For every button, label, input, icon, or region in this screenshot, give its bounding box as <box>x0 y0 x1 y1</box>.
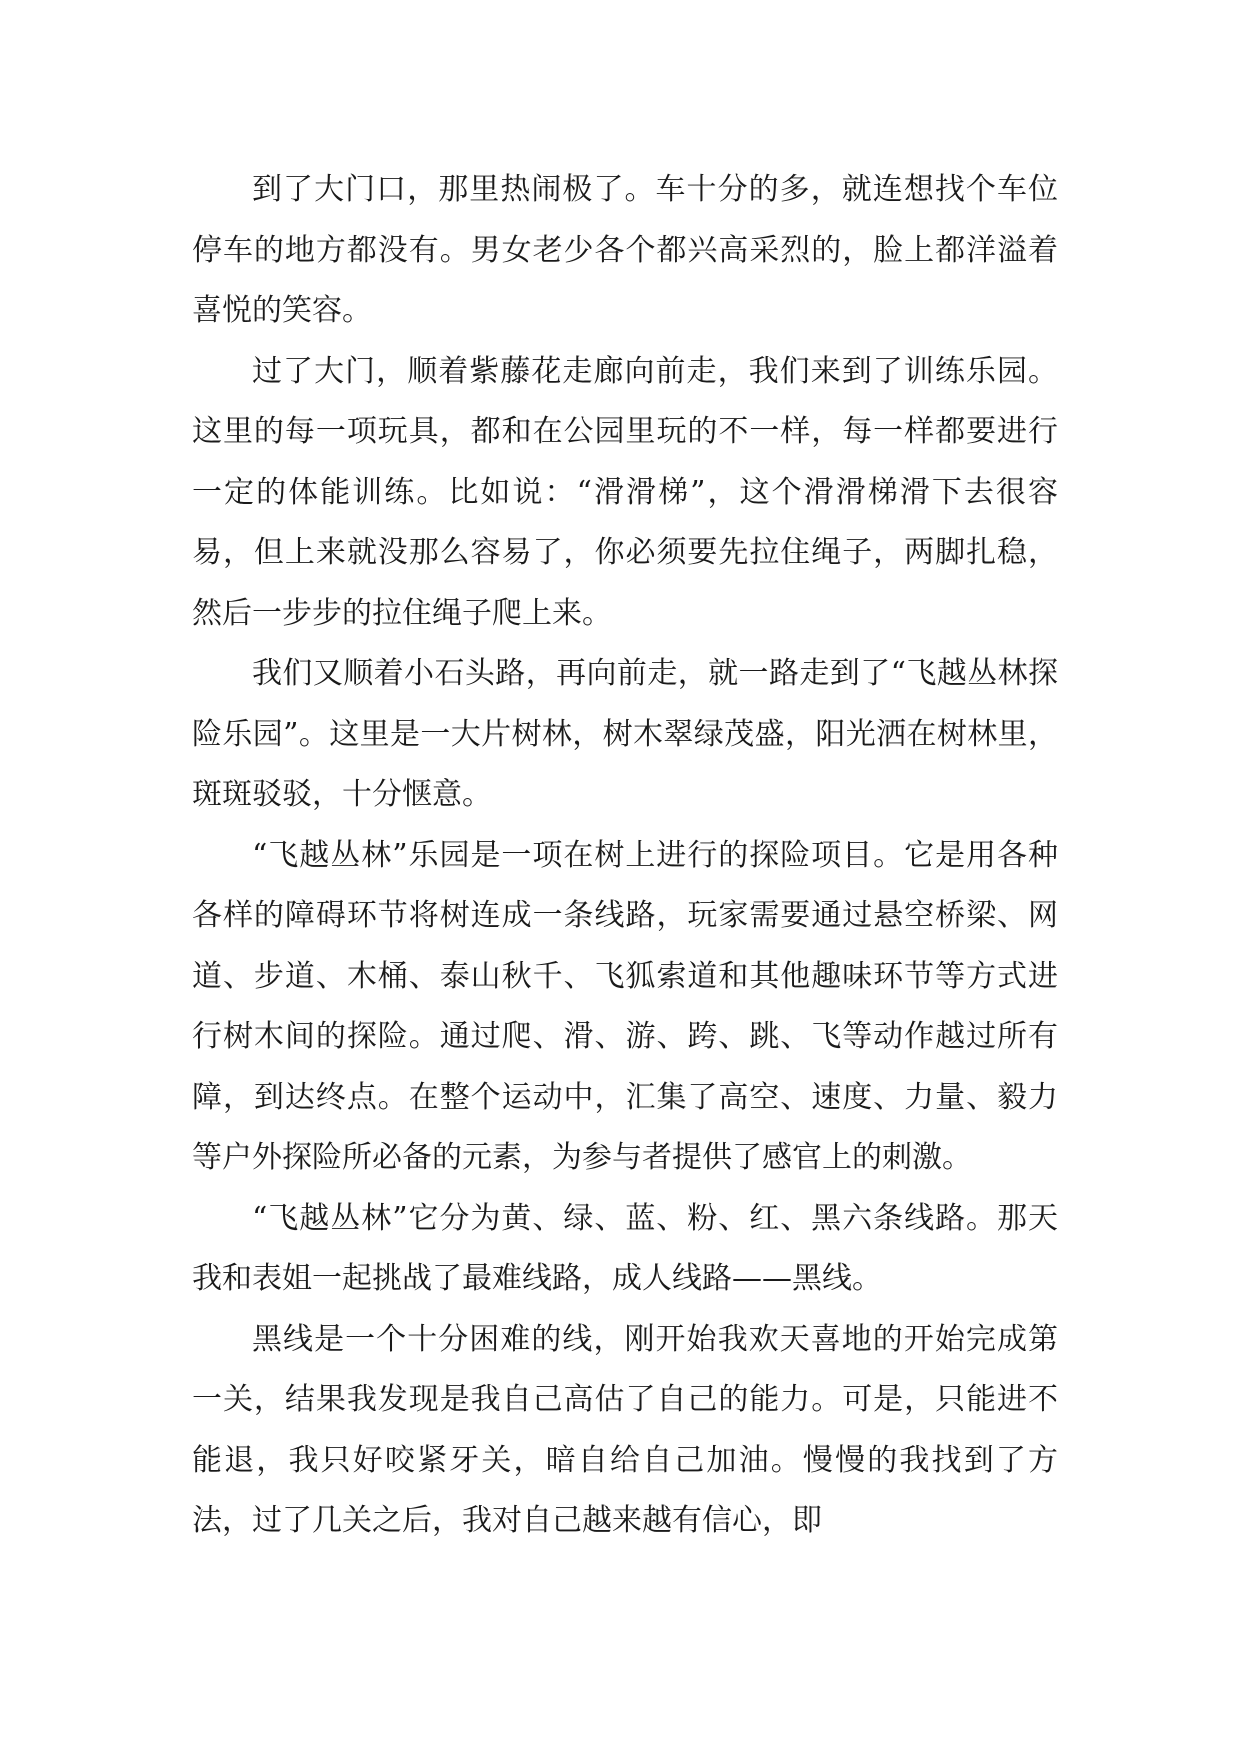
paragraph-5: “飞越丛林”它分为黄、绿、蓝、粉、红、黑六条线路。那天我和表姐一起挑战了最难线路，成人线路——黑线。 <box>192 1200 1058 1296</box>
paragraph-6: 黑线是一个十分困难的线，刚开始我欢天喜地的开始完成第一关，结果我发现是我自己高估了自己的能力。可是，只能进不能退，我只好咬紧牙关，暗自给自己加油。慢慢的我找到了方法，过了几关之后，我对自己越来越有信心，即 <box>192 1321 1058 1538</box>
paragraph-2: 过了大门，顺着紫藤花走廊向前走，我们来到了训练乐园。这里的每一项玩具，都和在公园里玩的不一样，每一样都要进行一定的体能训练。比如说：“滑滑梯”，这个滑滑梯滑下去很容易，但上来就没那么容易了，你必须要先拉住绳子，两脚扎稳，然后一步步的拉住绳子爬上来。 <box>192 353 1058 631</box>
essay-body <box>192 160 1058 1552</box>
paragraph-3: 我们又顺着小石头路，再向前走，就一路走到了“飞越丛林探险乐园”。这里是一大片树林，树木翠绿茂盛，阳光洒在树林里，斑斑驳驳，十分惬意。 <box>192 656 1058 812</box>
paragraph-4: “飞越丛林”乐园是一项在树上进行的探险项目。它是用各种各样的障碍环节将树连成一条线路，玩家需要通过悬空桥梁、网道、步道、木桶、泰山秋千、飞狐索道和其他趣味环节等方式进行树木间的探险。通过爬、滑、游、跨、跳、飞等动作越过所有障，到达终点。在整个运动中，汇集了高空、速度、力量、毅力等户外探险所必备的元素，为参与者提供了感官上的刺激。 <box>192 837 1058 1175</box>
paragraph-1: 到了大门口，那里热闹极了。车十分的多，就连想找个车位停车的地方都没有。男女老少各个都兴高采烈的，脸上都洋溢着喜悦的笑容。 <box>192 172 1058 328</box>
